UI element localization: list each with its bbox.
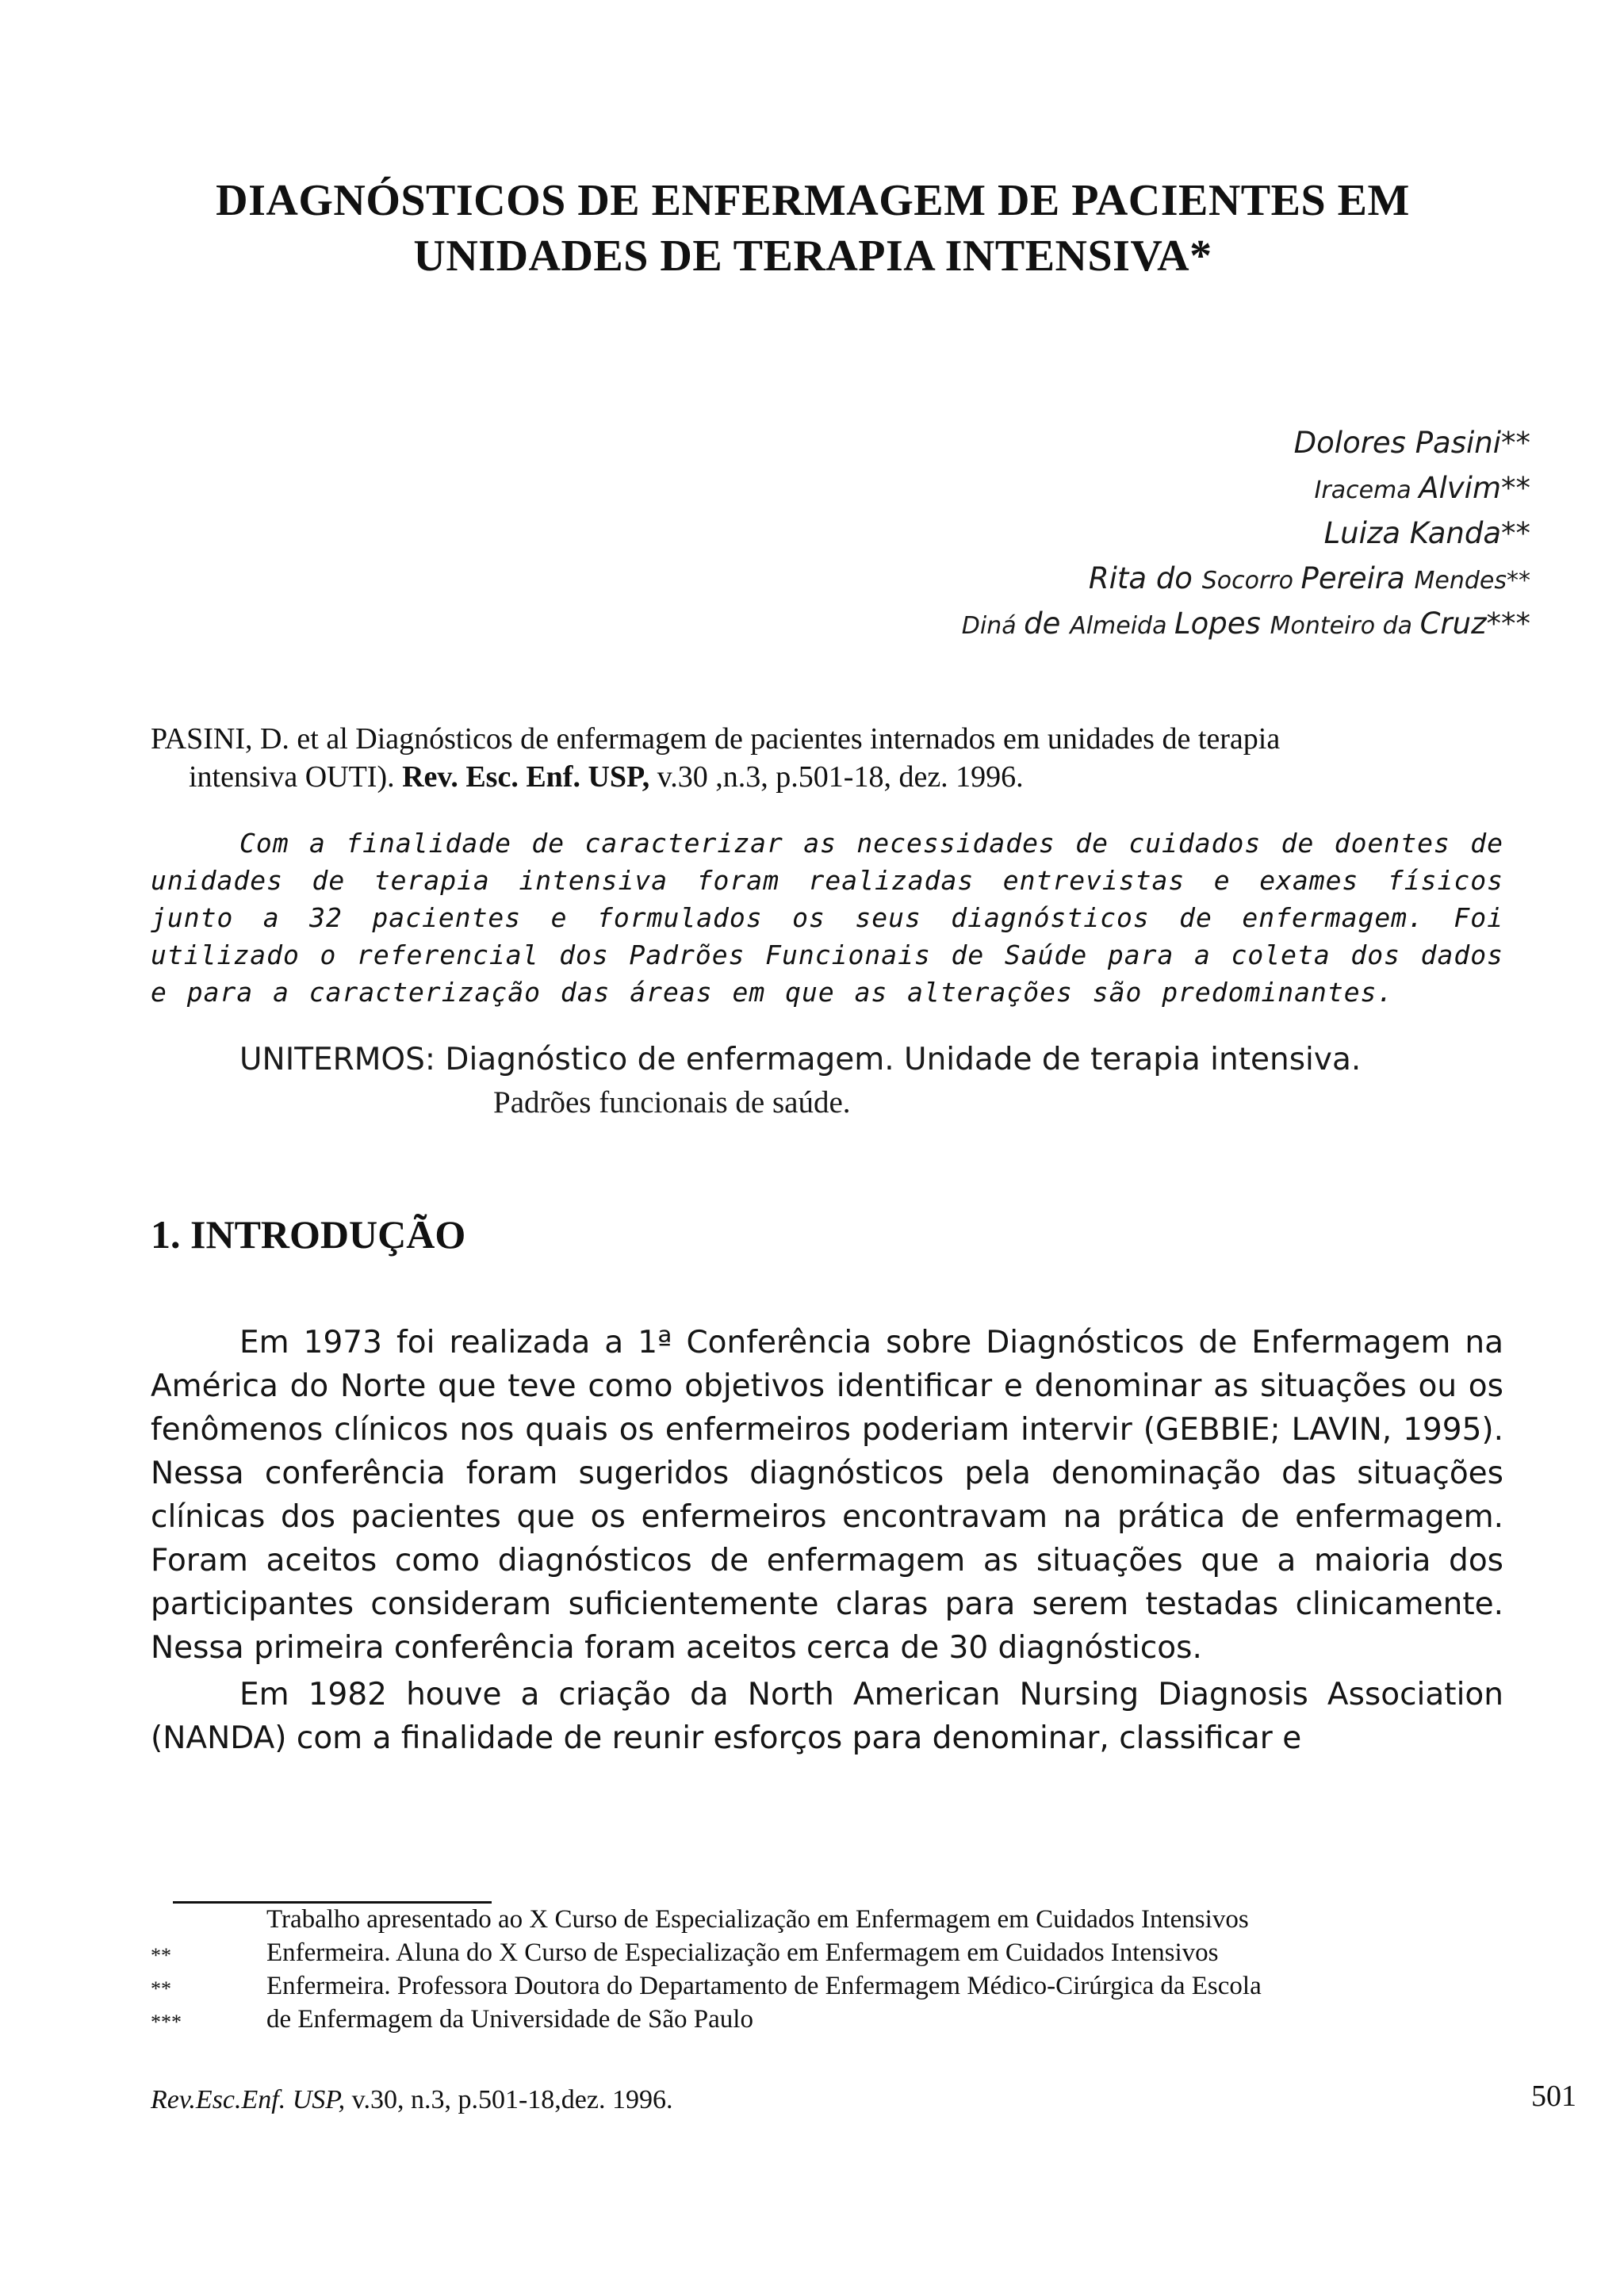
title-line-1: DIAGNÓSTICOS DE ENFERMAGEM DE PACIENTES EM (216, 176, 1410, 225)
page-number: 501 (1531, 2080, 1576, 2113)
author-2: Iracema Alvim** (1314, 471, 1530, 505)
citation-line-2: intensiva OUTI). Rev. Esc. Enf. USP, v.30 ,n.3, p.501-18, dez. 1996. (189, 760, 1024, 794)
footnote: *** de Enfermagem da Universidade de São Paulo (151, 2005, 753, 2034)
bibliographic-citation (151, 720, 1530, 796)
footer-details: v.30, n.3, p.501-18,dez. 1996. (345, 2085, 673, 2114)
paragraph-1: Em 1973 foi realizada a 1ª Conferência sobre Diagnósticos de Enfermagem na América do Norte que teve como objetivos identificar e denominar as situações ou os fenômenos clínicos nos quais os enfermeiros poderiam intervir (GEBBIE; LAVIN, 1995). Nessa conferência foram sugeridos diagnósticos pela denominação das situações clínicas dos pacientes que os enfermeiros encontravam na prática de enfermagem. Foram aceitos como diagnósticos de enfermagem as situações que a maioria dos participantes consideram suficientemente claras para serem testadas clinicamente. Nessa primeira conferência foram aceitos cerca de 30 diagnósticos. (151, 1325, 1503, 1666)
footnotes (151, 1903, 1519, 2036)
footnote: ** Enfermeira. Aluna do X Curso de Especialização em Enfermagem em Cuidados Intensivos (151, 1938, 1219, 1967)
keywords (239, 1039, 1361, 1124)
footer-journal: Rev.Esc.Enf. USP, (151, 2085, 346, 2114)
section-heading: 1. INTRODUÇÃO (151, 1212, 466, 1257)
author-3: Luiza Kanda** (1323, 516, 1530, 550)
footnote: Trabalho apresentado ao X Curso de Especialização em Enfermagem em Cuidados Intensivos (266, 1905, 1249, 1934)
running-footer (151, 2085, 672, 2115)
keywords-line-2: Padrões funcionais de saúde. (493, 1085, 851, 1119)
author-5: Diná de Almeida Lopes Monteiro da Cruz*** (961, 607, 1530, 641)
body-text (151, 1321, 1503, 1760)
title-line-2: UNIDADES DE TERAPIA INTENSIVA* (413, 232, 1212, 281)
author-4: Rita do Socorro Pereira Mendes** (1088, 561, 1530, 595)
article-title (151, 173, 1475, 284)
citation-journal: Rev. Esc. Enf. USP, (402, 760, 650, 794)
author-list (962, 423, 1530, 649)
footnote: ** Enfermeira. Professora Doutora do Departamento de Enfermagem Médico-Cirúrgica da Escola (151, 1972, 1262, 2000)
keywords-line-1: UNITERMOS: Diagnóstico de enfermagem. Unidade de terapia intensiva. (239, 1042, 1362, 1077)
citation-line-1: PASINI, D. et al Diagnósticos de enfermagem de pacientes internados em unidades de terapia (151, 722, 1281, 756)
author-1: Dolores Pasini** (1293, 426, 1530, 460)
abstract: Com a finalidade de caracterizar as necessidades de cuidados de doentes de unidades de terapia intensiva foram realizadas entrevistas e exames físicos junto a 32 pacientes e formulados os seus diagnósticos de enfermagem. Foi utilizado o referencial dos Padrões Funcionais de Saúde para a coleta dos dados e para a caracterização das áreas em que as alterações são predominantes. (151, 828, 1503, 1008)
paragraph-2: Em 1982 houve a criação da North American Nursing Diagnosis Association (NANDA) com a finalidade de reunir esforços para denominar, classificar e (151, 1677, 1503, 1756)
